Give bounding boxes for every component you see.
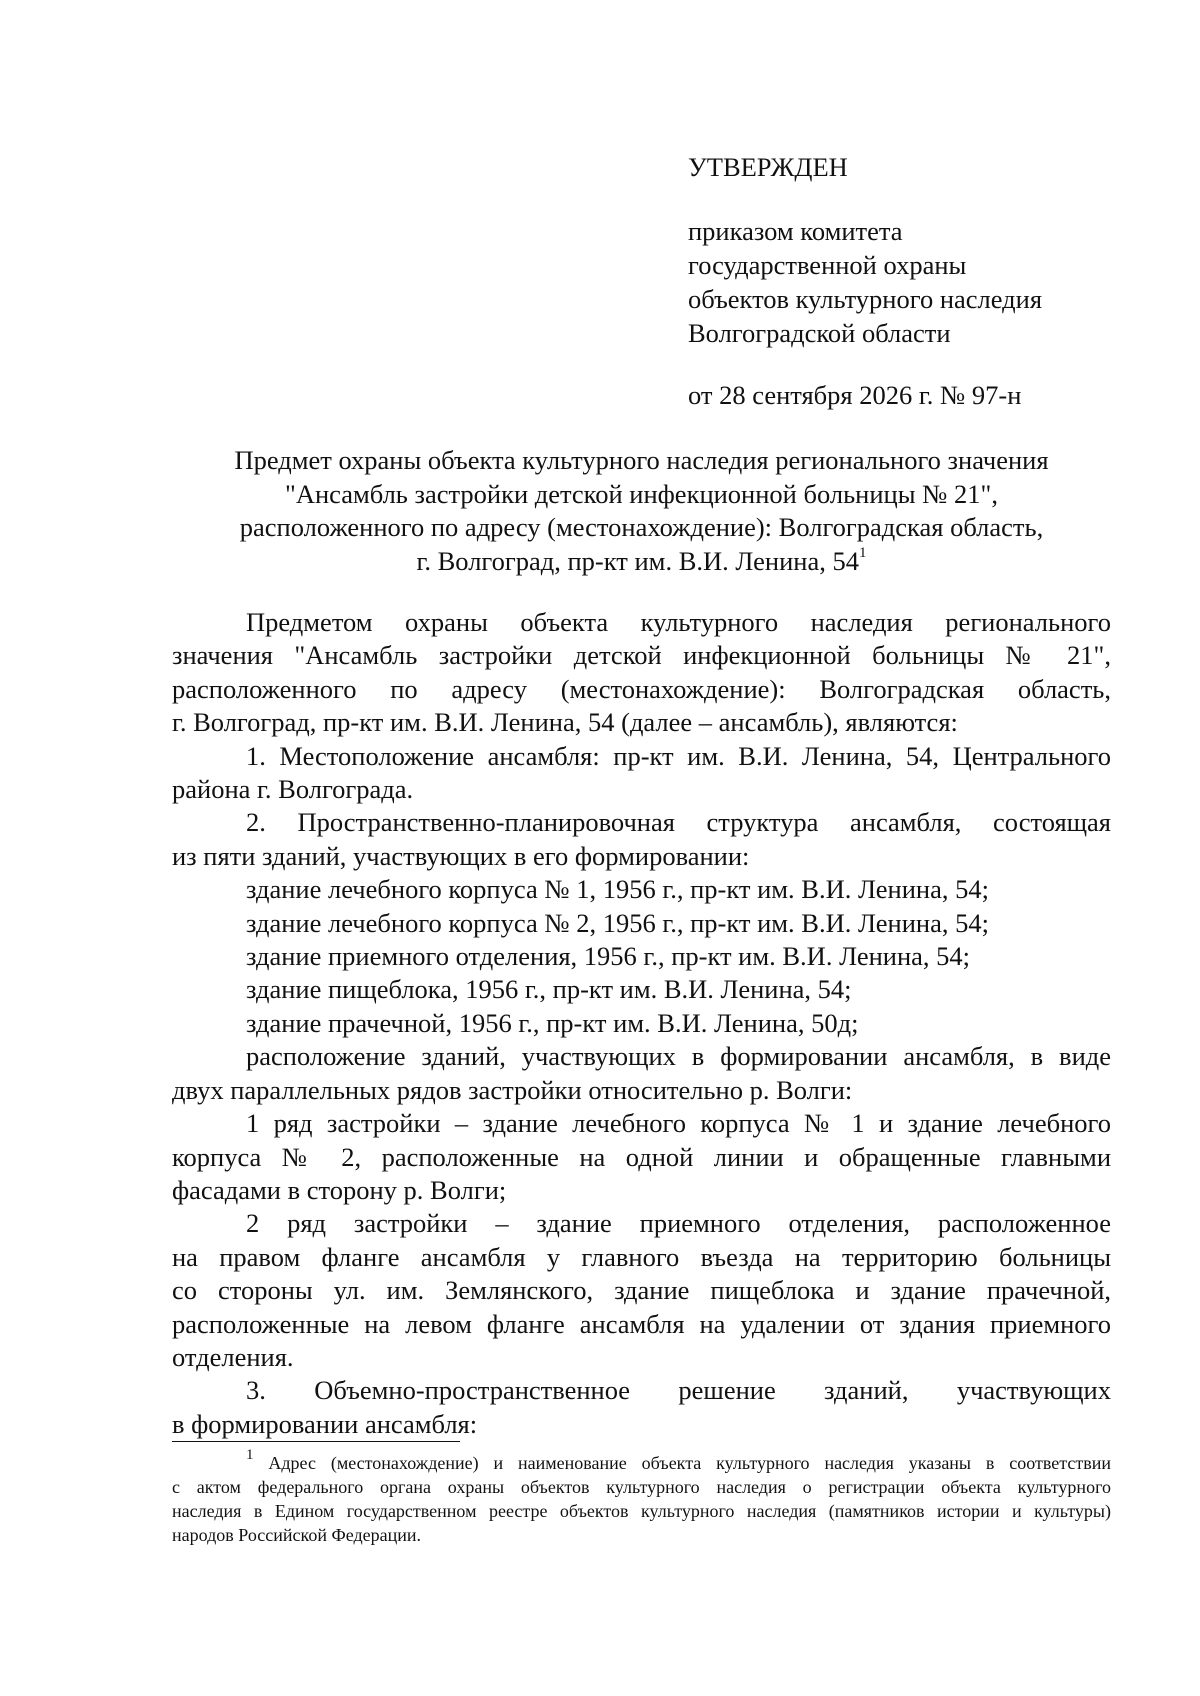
list-item: здание лечебного корпуса № 2, 1956 г., пр-кт им. В.И. Ленина, 54; (246, 907, 989, 938)
body-line: г. Волгоград, пр-кт им. В.И. Ленина, 54 (далее – ансамбль), являются: (172, 707, 958, 738)
approval-issuer (688, 214, 1168, 350)
body-line: на правом фланге ансамбля у главного въезда на территорию больницы (172, 1241, 1111, 1272)
document-body (172, 606, 1111, 1441)
body-line: со стороны ул. им. Землянского, здание пищеблока и здание прачечной, (172, 1275, 1111, 1306)
body-line: 2 ряд застройки – здание приемного отделения, расположенное (246, 1208, 1111, 1239)
footnote-reference: 1 (859, 544, 867, 561)
approval-block (688, 150, 1168, 412)
body-line: расположение зданий, участвующих в формировании ансамбля, в виде (246, 1041, 1111, 1072)
title-line-text: г. Волгоград, пр-кт им. В.И. Ленина, 54 (416, 545, 859, 576)
body-line: 1 ряд застройки – здание лечебного корпуса № 1 и здание лечебного (246, 1108, 1111, 1139)
body-line: фасадами в сторону р. Волги; (172, 1174, 507, 1205)
footnote-line-text: Адрес (местонахождение) и наименование объекта культурного наследия указаны в соответствии (268, 1453, 1112, 1473)
body-line: 3. Объемно-пространственное решение зданий, участвующих (246, 1375, 1111, 1406)
body-line: двух параллельных рядов застройки относительно р. Волги: (172, 1074, 853, 1105)
title-line: "Ансамбль застройки детской инфекционной больницы № 21", (285, 478, 998, 509)
approval-heading: УТВЕРЖДЕН (688, 152, 848, 182)
approval-line: объектов культурного наследия (688, 284, 1043, 314)
document-title (160, 444, 1123, 578)
title-line (160, 545, 1123, 579)
body-line: 1. Местоположение ансамбля: пр-кт им. В.И. Ленина, 54, Центрального (246, 740, 1111, 771)
body-line: расположенного по адресу (местонахождение): Волгоградская область, (172, 673, 1111, 704)
footnote-line: народов Российской Федерации. (172, 1525, 421, 1545)
title-line: расположенного по адресу (местонахождение): Волгоградская область, (239, 512, 1044, 542)
body-line: отделения. (172, 1341, 294, 1372)
body-line: в формировании ансамбля: (172, 1408, 478, 1439)
approval-date: от 28 сентября 2026 г. № 97-н (688, 380, 1022, 410)
footnote-line: наследия в Едином государственном реестре объектов культурного наследия (памятников истории и культуры) (172, 1501, 1111, 1521)
body-line: расположенные на левом фланге ансамбля на удалении от здания приемного (172, 1308, 1111, 1339)
approval-line: приказом комитета (688, 216, 903, 246)
body-line: района г. Волгограда. (172, 774, 414, 805)
list-item: здание пищеблока, 1956 г., пр-кт им. В.И. Ленина, 54; (246, 974, 852, 1005)
list-item: здание лечебного корпуса № 1, 1956 г., пр-кт им. В.И. Ленина, 54; (246, 874, 989, 905)
approval-line: Волгоградской области (688, 318, 951, 348)
footnote-line (172, 1447, 1112, 1475)
list-item: здание прачечной, 1956 г., пр-кт им. В.И. Ленина, 50д; (246, 1007, 859, 1038)
approval-line: государственной охраны (688, 250, 967, 280)
body-line: 2. Пространственно-планировочная структура ансамбля, состоящая (246, 807, 1111, 838)
title-line: Предмет охраны объекта культурного наследия регионального значения (234, 445, 1049, 475)
body-line: из пяти зданий, участвующих в его формировании: (172, 840, 750, 871)
footnote-mark: 1 (246, 1447, 254, 1463)
list-item: здание приемного отделения, 1956 г., пр-кт им. В.И. Ленина, 54; (246, 941, 971, 972)
body-line: корпуса № 2, расположенные на одной линии и обращенные главными (172, 1141, 1111, 1172)
footnote-line: с актом федерального органа охраны объектов культурного наследия о регистрации объекта культурного (172, 1477, 1111, 1497)
body-line: значения "Ансамбль застройки детской инфекционной больницы № 21", (172, 640, 1111, 671)
footnote-separator (172, 1441, 460, 1442)
footnote (172, 1447, 1112, 1547)
body-line: Предметом охраны объекта культурного наследия регионального (246, 607, 1111, 637)
